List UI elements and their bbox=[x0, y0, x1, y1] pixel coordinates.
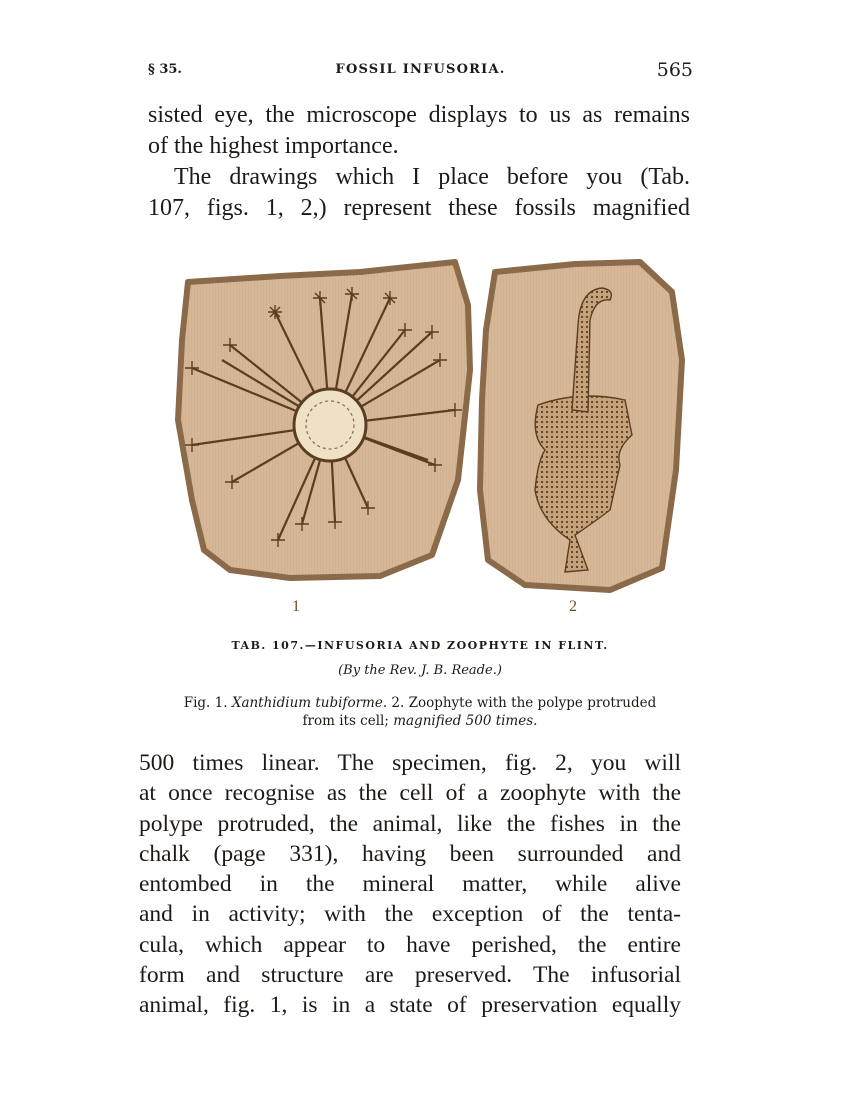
text-line: 500 times linear. The specimen, fig. 2, you will bbox=[139, 750, 681, 776]
caption-text: 2. Zoophyte with the polype protruded bbox=[387, 695, 657, 711]
text-line: chalk (page 331), having been surrounded and bbox=[139, 840, 681, 867]
text-line: and in activity; with the exception of the tenta- bbox=[139, 901, 681, 928]
text-line: sisted eye, the microscope displays to us as remains bbox=[148, 102, 690, 128]
text-line: entombed in the mineral matter, while alive bbox=[139, 871, 681, 898]
xanthidium-cell bbox=[294, 389, 366, 461]
text-line: at once recognise as the cell of a zoophyte with the bbox=[139, 780, 681, 807]
caption-text-italic: magnified bbox=[393, 713, 462, 729]
caption-text: Fig. 1. bbox=[183, 695, 232, 711]
figure-label-2: 2 bbox=[569, 598, 577, 615]
text-line: form and structure are preserved. The infusorial bbox=[139, 962, 681, 989]
specimen-2-zoophyte bbox=[480, 262, 682, 590]
figure-caption-credit: (By the Rev. J. B. Reade.) bbox=[338, 663, 502, 678]
figure-illustration bbox=[170, 250, 690, 595]
caption-text-italic: 500 times. bbox=[461, 713, 538, 729]
specimen-1-xanthidium bbox=[178, 262, 470, 578]
text-line: 107, figs. 1, 2,) represent these fossils magnified bbox=[148, 195, 690, 221]
text-line: cula, which appear to have perished, the entire bbox=[139, 931, 681, 958]
page-number: 565 bbox=[656, 59, 693, 81]
figure-caption-description bbox=[145, 694, 695, 730]
running-head bbox=[148, 59, 693, 84]
running-title: FOSSIL INFUSORIA. bbox=[335, 62, 506, 77]
top-paragraph bbox=[148, 100, 690, 224]
section-number: § 35. bbox=[148, 62, 182, 77]
caption-text: from its cell; bbox=[302, 713, 394, 729]
figure-label-1: 1 bbox=[292, 598, 300, 615]
bottom-paragraph bbox=[139, 748, 681, 1021]
figure-caption-title: TAB. 107.—INFUSORIA AND ZOOPHYTE IN FLINT. bbox=[231, 639, 609, 652]
text-line: polype protruded, the animal, like the fishes in the bbox=[139, 810, 681, 837]
text-line: animal, fig. 1, is in a state of preservation equally bbox=[139, 992, 681, 1019]
text-line: of the highest importance. bbox=[148, 133, 399, 159]
text-line: The drawings which I place before you (Tab. bbox=[174, 164, 690, 190]
species-name: Xanthidium tubiforme. bbox=[231, 695, 388, 711]
